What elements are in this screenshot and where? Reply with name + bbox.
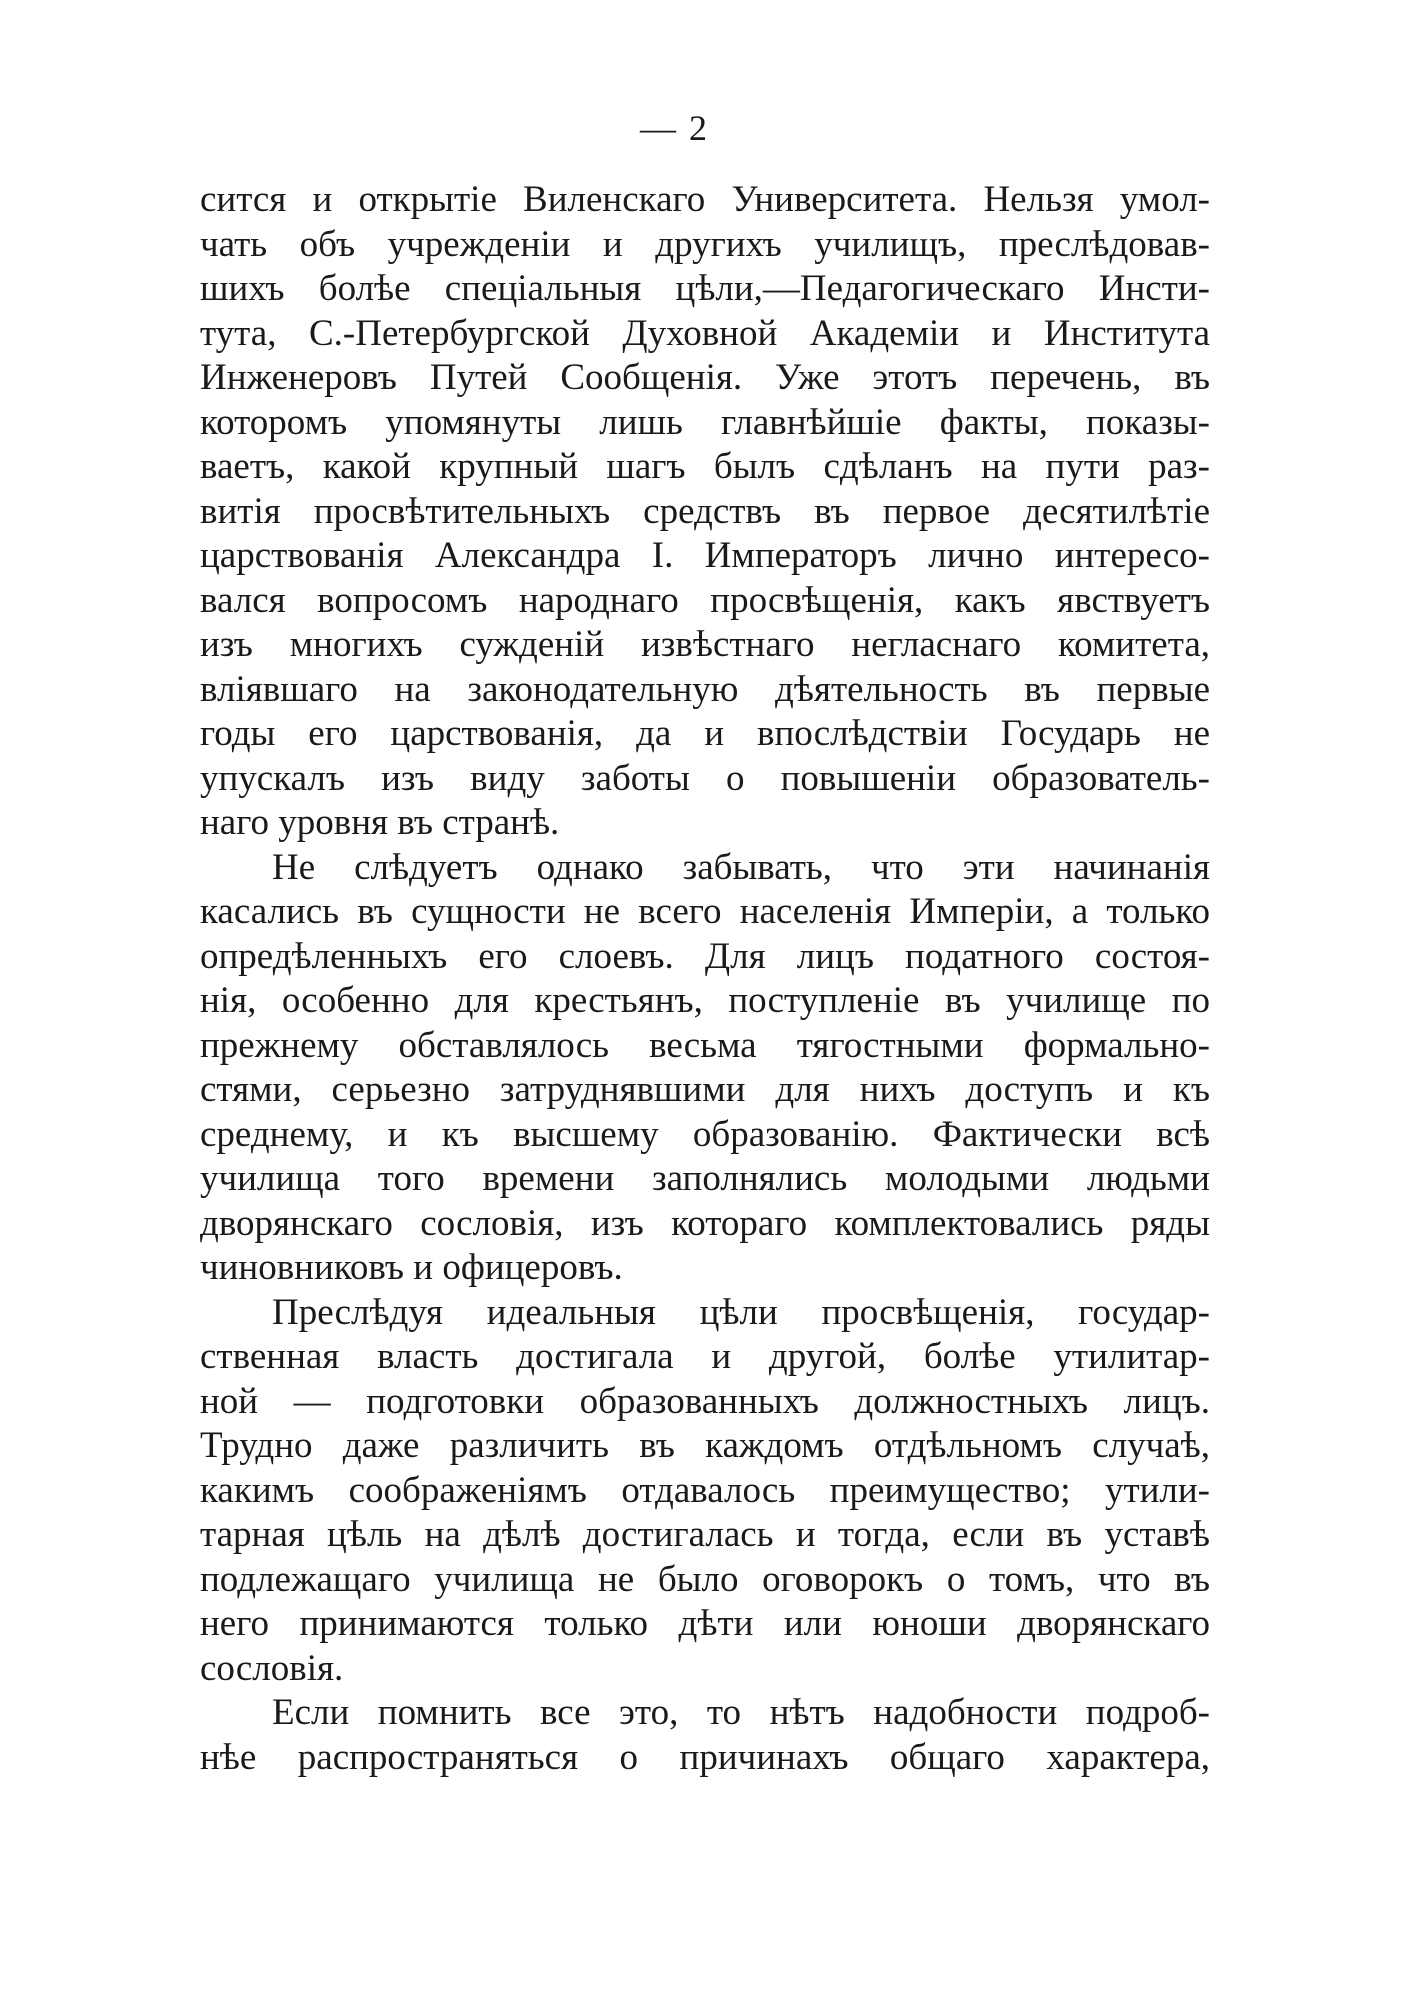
text-line: шихъ болѣе спеціальныя цѣли,—Педагогическаго Инсти- bbox=[200, 268, 1210, 309]
text-line: упускалъ изъ виду заботы о повышеніи образователь- bbox=[200, 757, 1210, 799]
text-line: Инженеровъ Путей Сообщенія. Уже этотъ перечень, въ bbox=[200, 357, 1210, 398]
body-text bbox=[200, 178, 1210, 1780]
text-line: тута, С.-Петербургской Духовной Академіи и Института bbox=[200, 312, 1210, 354]
text-line: Преслѣдуя идеальныя цѣли просвѣщенія, государ- bbox=[272, 1291, 1210, 1333]
text-line: витія просвѣтительныхъ средствъ въ первое десятилѣтіе bbox=[200, 490, 1210, 532]
text-line: Если помнить все это, то нѣтъ надобности подроб- bbox=[272, 1692, 1210, 1733]
text-line: ственная власть достигала и другой, болѣе утилитар- bbox=[200, 1336, 1210, 1377]
page-number: — 2 bbox=[640, 108, 709, 148]
text-line: вліявшаго на законодательную дѣятельность въ первые bbox=[200, 668, 1210, 710]
text-line: училища того времени заполнялись молодыми людьми bbox=[200, 1158, 1210, 1199]
text-line: Не слѣдуетъ однако забывать, что эти начинанія bbox=[272, 846, 1210, 888]
text-line: среднему, и къ высшему образованію. Фактически всѣ bbox=[200, 1113, 1210, 1155]
text-line: наго уровня въ странѣ. bbox=[200, 802, 560, 843]
text-line: сословія. bbox=[200, 1647, 344, 1689]
text-line: чиновниковъ и офицеровъ. bbox=[200, 1247, 623, 1288]
text-line: изъ многихъ сужденій извѣстнаго негласнаго комитета, bbox=[200, 624, 1210, 665]
text-line: подлежащаго училища не было оговорокъ о томъ, что въ bbox=[200, 1558, 1210, 1600]
text-line: опредѣленныхъ его слоевъ. Для лицъ податного состоя- bbox=[200, 935, 1210, 977]
text-line: дворянскаго сословія, изъ котораго комплектовались ряды bbox=[200, 1202, 1210, 1244]
text-line: годы его царствованія, да и впослѣдствіи Государь не bbox=[200, 713, 1210, 754]
text-line: него принимаются только дѣти или юноши дворянскаго bbox=[200, 1603, 1210, 1644]
text-line: Трудно даже различить въ каждомъ отдѣльномъ случаѣ, bbox=[200, 1425, 1210, 1466]
text-line: прежнему обставлялось весьма тягостными формально- bbox=[200, 1024, 1210, 1066]
text-line: стями, серьезно затруднявшими для нихъ доступъ и къ bbox=[200, 1069, 1210, 1110]
text-line: чать объ учрежденіи и другихъ училищъ, преслѣдовав- bbox=[200, 223, 1210, 265]
text-line: ваетъ, какой крупный шагъ былъ сдѣланъ на пути раз- bbox=[200, 446, 1210, 487]
text-line: сится и открытіе Виленскаго Университета. Нельзя умол- bbox=[200, 179, 1210, 220]
text-line: которомъ упомянуты лишь главнѣйшіе факты, показы- bbox=[200, 401, 1210, 443]
text-line: нія, особенно для крестьянъ, поступленіе въ училище по bbox=[200, 980, 1210, 1021]
text-line: касались въ сущности не всего населенія Имперіи, а только bbox=[200, 891, 1210, 932]
text-line: царствованія Александра I. Императоръ лично интересо- bbox=[200, 535, 1210, 576]
text-line: вался вопросомъ народнаго просвѣщенія, какъ явствуетъ bbox=[200, 579, 1210, 621]
text-line: нѣе распространяться о причинахъ общаго характера, bbox=[200, 1736, 1210, 1778]
text-line: ной — подготовки образованныхъ должностныхъ лицъ. bbox=[200, 1380, 1210, 1422]
text-line: тарная цѣль на дѣлѣ достигалась и тогда, если въ уставѣ bbox=[200, 1514, 1210, 1555]
text-line: какимъ соображеніямъ отдавалось преимущество; утили- bbox=[200, 1469, 1210, 1511]
